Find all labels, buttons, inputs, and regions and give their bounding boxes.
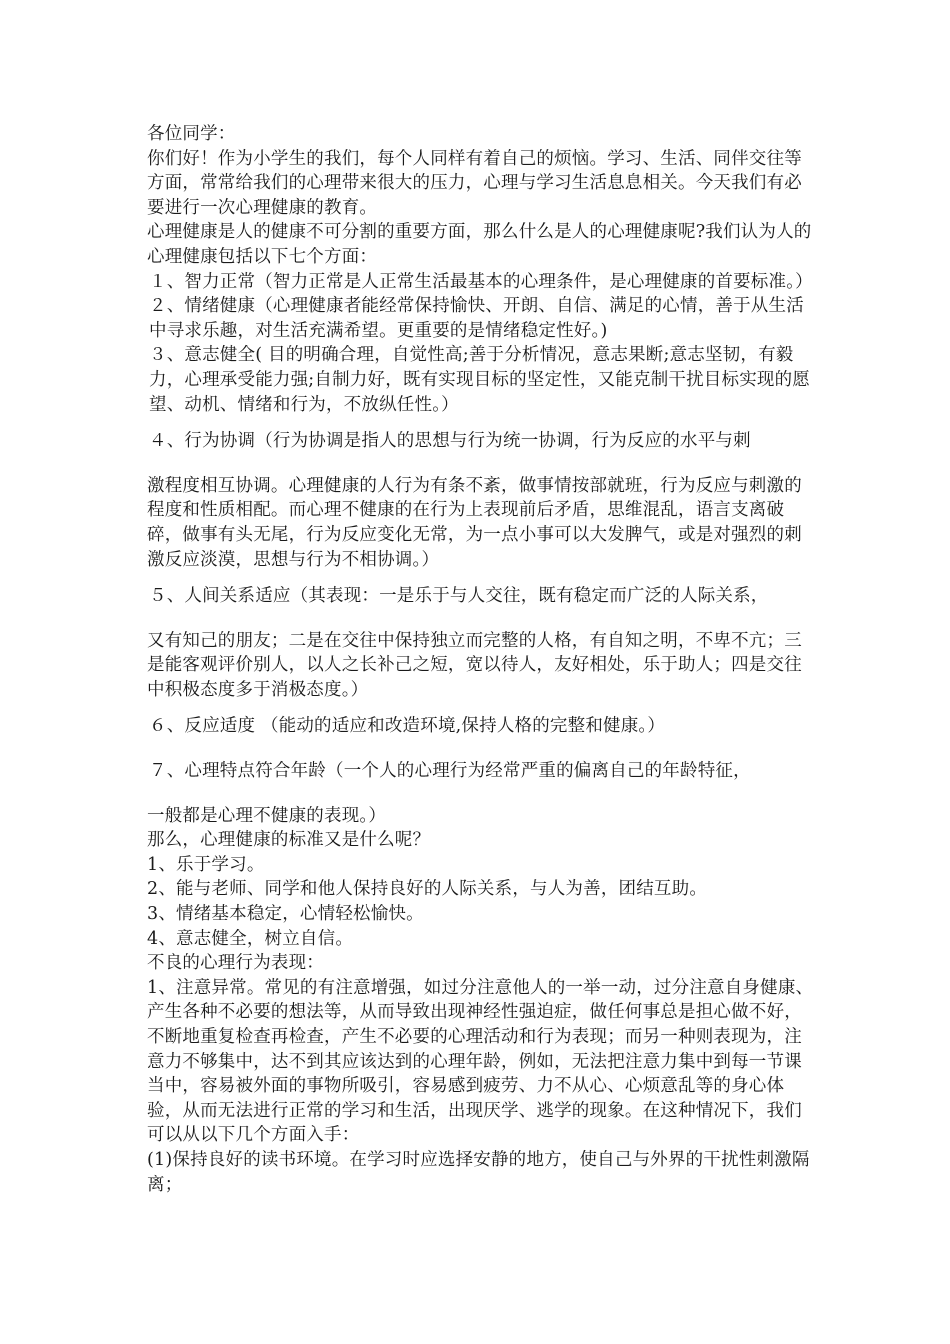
- aspect-7-line-1: ７、心理特点符合年龄（一个人的心理行为经常严重的偏离自己的年龄特征，: [149, 761, 751, 782]
- aspect-5-continued: 又有知己的朋友；二是在交往中保持独立而完整的人格，有自知之明，不卑不亢；三是能客观评价别人，以人之长补己之短，宽以待人，友好相处，乐于助人；四是交往中积极态度多于消极态度。）: [147, 630, 802, 700]
- aspect-3: ３、意志健全( 目的明确合理，自觉性高;善于分析情况，意志果断;意志坚韧，有毅力，心理承受能力强;自制力好，既有实现目标的坚定性，又能克制干扰目标实现的愿望、动机、情绪和行为，不放纵任性。）: [149, 345, 810, 415]
- bad-behavior-1: 1、注意异常。常见的有注意增强，如过分注意他人的一举一动，过分注意自身健康、产生各种不必要的想法等，从而导致出现神经性强迫症，做任何事总是担心做不好，不断地重复检查再检查，产生不必要的心理活动和行为表现；而另一种则表现为，注意力不够集中，达不到其应该达到的心理年龄，例如，无法把注意力集中到每一节课当中，容易被外面的事物所吸引，容易感到疲劳、力不从心、心烦意乱等的身心体验，从而无法进行正常的学习和生活，出现厌学、逃学的现象。在这种情况下，我们可以从以下几个方面入手：: [147, 977, 814, 1146]
- standards-question: 那么，心理健康的标准又是什么呢？: [147, 830, 431, 851]
- bad-behavior-heading: 不良的心理行为表现：: [147, 953, 324, 974]
- standard-2: 2、能与老师、同学和他人保持良好的人际关系，与人为善，团结互助。: [147, 879, 708, 900]
- aspect-2: ２、情绪健康（心理健康者能经常保持愉快、开朗、自信、满足的心情，善于从生活中寻求乐趣，对生活充满希望。更重要的是情绪稳定性好。): [149, 296, 804, 341]
- document-page: [147, 122, 817, 1197]
- intro-paragraph: 你们好！作为小学生的我们，每个人同样有着自己的烦恼。学习、生活、同伴交往等方面，常常给我们的心理带来很大的压力，心理与学习生活息息相关。今天我们有必要进行一次心理健康的教育。: [147, 148, 802, 218]
- definition-paragraph: 心理健康是人的健康不可分割的重要方面，那么什么是人的心理健康呢?我们认为人的心理健康包括以下七个方面：: [147, 222, 812, 267]
- aspect-4-continued: 激程度相互协调。心理健康的人行为有条不紊，做事情按部就班，行为反应与刺激的程度和性质相配。而心理不健康的在行为上表现前后矛盾，思维混乱，语言支离破碎，做事有头无尾，行为反应变化无常，为一点小事可以大发脾气，或是对强烈的刺激反应淡漠，思想与行为不相协调。）: [147, 475, 802, 570]
- bad-behavior-remedy-1: (1)保持良好的读书环境。在学习时应选择安静的地方，使自己与外界的干扰性刺激隔离；: [147, 1149, 810, 1195]
- standard-1: 1、乐于学习。: [147, 854, 265, 875]
- aspect-1: １、智力正常（智力正常是人正常生活最基本的心理条件，是心理健康的首要标准。）: [149, 271, 813, 292]
- aspect-7-continued: 一般都是心理不健康的表现。）: [147, 805, 387, 826]
- aspect-5-line-1: ５、人间关系适应（其表现：一是乐于与人交往，既有稳定而广泛的人际关系，: [149, 586, 769, 607]
- greeting: 各位同学：: [147, 124, 236, 144]
- standard-3: 3、情绪基本稳定，心情轻松愉快。: [147, 904, 424, 925]
- aspect-4-line-1: ４、行为协调（行为协调是指人的思想与行为统一协调，行为反应的水平与刺: [149, 431, 751, 452]
- aspect-6: ６、反应适度 （能动的适应和改造环境,保持人格的完整和健康。）: [149, 716, 666, 737]
- standard-4: 4、意志健全，树立自信。: [147, 928, 354, 949]
